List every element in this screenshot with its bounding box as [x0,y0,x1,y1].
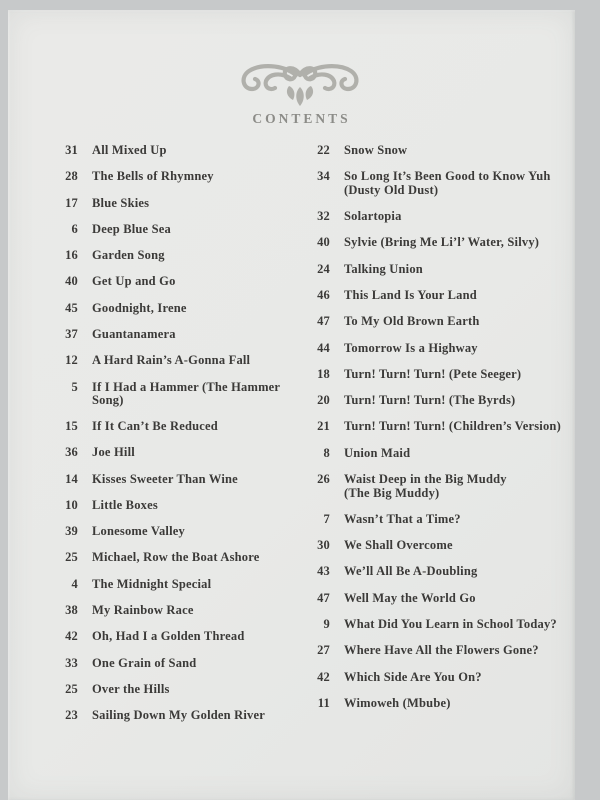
toc-title-line1: Goodnight, Irene [92,300,187,315]
toc-page-number: 15 [65,418,78,433]
toc-entry-title [92,630,245,643]
toc-page-number: 10 [65,497,78,512]
toc-page-number: 25 [65,681,78,696]
toc-entry [40,302,302,315]
toc-page-number: 21 [317,419,330,434]
toc-title-line1: Oh, Had I a Golden Thread [92,629,245,644]
toc-entry [292,618,582,631]
toc-entry [292,473,582,500]
toc-page-number: 46 [317,287,330,302]
toc-entry-title [92,499,158,512]
toc-page-number: 26 [317,472,330,487]
toc-page-number: 34 [317,169,330,184]
toc-entry-title [344,618,557,631]
toc-page-number: 40 [317,235,330,250]
toc-entry [292,420,582,433]
toc-page-number: 45 [65,300,78,315]
toc-page-number: 20 [317,393,330,408]
toc-page-number: 24 [317,261,330,276]
toc-page-number: 30 [317,538,330,553]
toc-title-line1: So Long It’s Been Good to Know Yuh [344,169,551,184]
toc-entry-title [92,381,302,407]
toc-entry-title [344,539,453,552]
toc-entry-title [344,144,407,157]
toc-title-line1: Solartopia [344,209,402,224]
toc-entry [292,644,582,657]
toc-entry [40,446,302,459]
toc-page-number: 43 [317,564,330,579]
toc-page-number: 32 [317,209,330,224]
toc-entry-title [344,644,539,657]
toc-entry-title [92,420,218,433]
toc-title-line1: Turn! Turn! Turn! (Children’s Version) [344,419,561,434]
toc-entry-title [344,394,515,407]
toc-page-number: 42 [317,669,330,684]
toc-entry [40,354,302,367]
toc-page-number: 17 [65,195,78,210]
toc-entry-title [344,565,477,578]
toc-entry [292,394,582,407]
toc-entry-title [92,275,176,288]
toc-entry-title [92,144,167,157]
toc-title-line1: Deep Blue Sea [92,221,171,236]
toc-entry-title [92,249,165,262]
toc-page-number: 22 [317,143,330,157]
toc-title-line1: To My Old Brown Earth [344,314,480,329]
toc-entry [40,170,302,183]
toc-title-line1: Where Have All the Flowers Gone? [344,643,539,658]
toc-page-number: 8 [323,445,330,460]
toc-entry-title [92,604,194,617]
toc-title-line1: If It Can’t Be Reduced [92,418,218,433]
toc-entry-title [344,236,539,249]
toc-entry [40,328,302,341]
toc-title-line1: All Mixed Up [92,143,167,157]
toc-title-line1: Little Boxes [92,497,158,512]
toc-title-line1: Wimoweh (Mbube) [344,695,451,710]
toc-entry-title [92,223,171,236]
toc-title-line2: (Dusty Old Dust) [344,182,439,197]
toc-page-number: 4 [71,576,78,591]
toc-page-number: 42 [65,629,78,644]
toc-entry-title [92,657,196,670]
toc-page-number: 47 [317,314,330,329]
toc-entry [292,263,582,276]
toc-page-number: 27 [317,643,330,658]
toc-entry [40,657,302,670]
toc-entry-title [92,302,187,315]
toc-entry-title [344,342,478,355]
toc-entry-title [92,446,135,459]
toc-title-line1: Which Side Are You On? [344,669,482,684]
toc-page-number: 25 [65,550,78,565]
toc-entry-title [344,289,477,302]
toc-title-line1: Waist Deep in the Big Muddy [344,472,507,487]
toc-title-line1: Joe Hill [92,445,135,460]
toc-entry [40,144,302,157]
toc-entry [292,368,582,381]
toc-title-line1: Union Maid [344,445,411,460]
toc-entry [40,630,302,643]
toc-entry [40,197,302,210]
toc-page-number: 47 [317,590,330,605]
toc-entry-title [344,473,507,500]
toc-entry-title [344,697,451,710]
toc-title-line1: Guantanamera [92,327,176,342]
toc-title-line1: Garden Song [92,248,165,263]
toc-entry [40,578,302,591]
toc-entry-title [92,473,238,486]
toc-entry-title [92,578,211,591]
toc-title-line1: My Rainbow Race [92,603,194,618]
toc-entry-title [344,592,476,605]
toc-entry [40,525,302,538]
toc-entry [292,447,582,460]
toc-page-number: 38 [65,603,78,618]
toc-page-number: 37 [65,327,78,342]
toc-entry-title [92,551,260,564]
toc-page-number: 6 [71,221,78,236]
toc-entry [292,289,582,302]
toc-entry-title [92,683,170,696]
toc-entry [40,249,302,262]
toc-entry [40,381,302,407]
toc-entry [292,144,582,157]
toc-title-line1: Well May the World Go [344,590,476,605]
toc-title-line1: Turn! Turn! Turn! (Pete Seeger) [344,366,522,381]
toc-page-number: 39 [65,524,78,539]
toc-title-line1: We’ll All Be A-Doubling [344,564,478,579]
toc-title-line1: If I Had a Hammer (The Hammer Song) [92,379,280,407]
toc-page-number: 12 [65,353,78,368]
toc-title-line1: Lonesome Valley [92,524,185,539]
toc-page-number: 14 [65,471,78,486]
toc-entry [292,315,582,328]
toc-title-line1: Sailing Down My Golden River [92,708,265,723]
toc-title-line1: Snow Snow [344,143,408,157]
toc-entry [40,499,302,512]
toc-entry [40,683,302,696]
toc-entry [40,604,302,617]
toc-page-number: 40 [65,274,78,289]
toc-entry [292,513,582,526]
toc-entry-title [344,170,551,197]
toc-page-number: 9 [323,617,330,632]
toc-entry-title [344,671,482,684]
toc-page-number: 7 [323,511,330,526]
toc-entry-title [92,197,149,210]
toc-entry-title [344,420,561,433]
toc-title-line1: What Did You Learn in School Today? [344,617,557,632]
toc-entry-title [344,368,521,381]
toc-entry [292,236,582,249]
toc-entry-title [92,354,250,367]
toc-title-line1: Michael, Row the Boat Ashore [92,550,260,565]
toc-title-line1: Blue Skies [92,195,150,210]
toc-title-line2: (The Big Muddy) [344,485,440,500]
toc-page-number: 23 [65,708,78,723]
toc-entry [292,565,582,578]
toc-entry-title [344,263,423,276]
toc-title-line1: Tomorrow Is a Highway [344,340,478,355]
toc-entry [40,223,302,236]
page-title: CONTENTS [252,111,351,126]
toc-page-number: 18 [317,366,330,381]
toc-entry [292,342,582,355]
toc-entry-title [92,328,176,341]
toc-entry [40,473,302,486]
toc-entry [292,697,582,710]
toc-entry-title [344,513,461,526]
toc-entry [40,709,302,722]
toc-page-number: 5 [71,379,78,394]
toc-title-line1: This Land Is Your Land [344,287,477,302]
toc-title-line1: Sylvie (Bring Me Li’l’ Water, Silvy) [344,235,540,250]
toc-title-line1: Talking Union [344,261,423,276]
toc-title-line1: Wasn’t That a Time? [344,511,461,526]
toc-page-number: 31 [65,143,78,157]
toc-page-number: 33 [65,655,78,670]
toc-left-column [40,144,302,736]
toc-entry [292,671,582,684]
toc-entry-title [344,315,479,328]
toc-title-line1: Get Up and Go [92,274,176,289]
toc-entry [292,210,582,223]
toc-entry [292,170,582,197]
toc-title-line1: The Midnight Special [92,576,212,591]
toc-entry [292,539,582,552]
toc-page-number: 11 [317,695,330,710]
toc-entry-title [92,709,265,722]
toc-title-line1: Kisses Sweeter Than Wine [92,471,238,486]
toc-title-line1: The Bells of Rhymney [92,169,214,184]
toc-entry [40,551,302,564]
toc-page-number: 28 [65,169,78,184]
toc-title-line1: A Hard Rain’s A-Gonna Fall [92,353,251,368]
toc-entry-title [92,170,214,183]
toc-entry [292,592,582,605]
toc-entry-title [344,447,410,460]
toc-page-number: 16 [65,248,78,263]
toc-page-number: 44 [317,340,330,355]
toc-right-column [292,144,582,723]
toc-page-number: 36 [65,445,78,460]
toc-title-line1: We Shall Overcome [344,538,453,553]
toc-entry-title [344,210,402,223]
toc-title-line1: One Grain of Sand [92,655,197,670]
toc-entry-title [92,525,185,538]
toc-entry [40,275,302,288]
toc-title-line1: Turn! Turn! Turn! (The Byrds) [344,393,516,408]
toc-title-line1: Over the Hills [92,681,170,696]
toc-entry [40,420,302,433]
decorative-flourish-icon [230,62,370,108]
